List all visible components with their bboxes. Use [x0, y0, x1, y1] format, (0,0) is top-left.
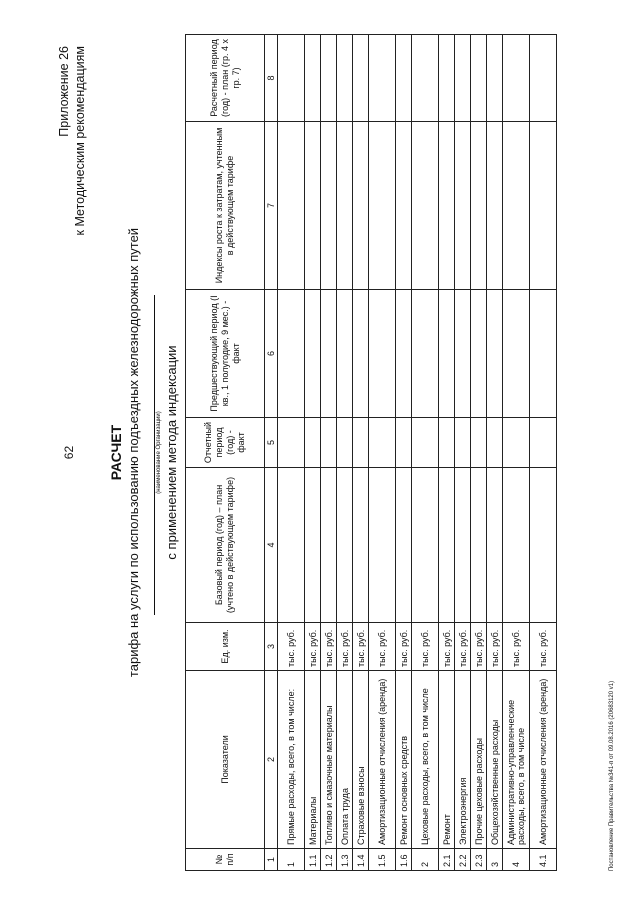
row-name: Оплата труда	[337, 671, 353, 849]
row-name: Административно-управленческие расходы, всего, в том числе	[503, 671, 530, 849]
table-row	[321, 35, 337, 871]
value-cell[interactable]	[503, 468, 530, 623]
row-num: 1.4	[353, 849, 369, 871]
value-cell[interactable]	[396, 418, 412, 468]
table-row	[305, 35, 321, 871]
value-cell[interactable]	[278, 468, 305, 623]
row-num: 2.3	[471, 849, 487, 871]
value-cell[interactable]	[321, 122, 337, 290]
value-cell[interactable]	[487, 35, 503, 122]
value-cell[interactable]	[321, 290, 337, 418]
value-cell[interactable]	[471, 122, 487, 290]
value-cell[interactable]	[337, 35, 353, 122]
value-cell[interactable]	[471, 35, 487, 122]
table-row	[337, 35, 353, 871]
value-cell[interactable]	[412, 418, 439, 468]
row-name: Общехозяйственные расходы	[487, 671, 503, 849]
value-cell[interactable]	[305, 122, 321, 290]
row-num: 2	[412, 849, 439, 871]
table-row	[353, 35, 369, 871]
column-number: 1	[265, 849, 278, 871]
row-unit: тыс. руб.	[471, 623, 487, 671]
value-cell[interactable]	[487, 418, 503, 468]
value-cell[interactable]	[412, 35, 439, 122]
value-cell[interactable]	[439, 418, 455, 468]
value-cell[interactable]	[396, 468, 412, 623]
value-cell[interactable]	[396, 35, 412, 122]
row-unit: тыс. руб.	[369, 623, 396, 671]
value-cell[interactable]	[439, 290, 455, 418]
column-number-row	[265, 35, 278, 871]
row-unit: тыс. руб.	[321, 623, 337, 671]
value-cell[interactable]	[305, 418, 321, 468]
row-unit: тыс. руб.	[503, 623, 530, 671]
value-cell[interactable]	[455, 418, 471, 468]
value-cell[interactable]	[471, 290, 487, 418]
row-num: 2.1	[439, 849, 455, 871]
value-cell[interactable]	[369, 122, 396, 290]
value-cell[interactable]	[337, 122, 353, 290]
row-unit: тыс. руб.	[337, 623, 353, 671]
row-name: Ремонт основных средств	[396, 671, 412, 849]
column-header: Расчетный период (год) - план (гр. 4 х гр. 7)	[186, 35, 265, 122]
value-cell[interactable]	[278, 35, 305, 122]
value-cell[interactable]	[321, 468, 337, 623]
value-cell[interactable]	[487, 468, 503, 623]
value-cell[interactable]	[530, 418, 557, 468]
organization-line	[154, 295, 155, 615]
row-unit: тыс. руб.	[439, 623, 455, 671]
column-header: Показатели	[186, 671, 265, 849]
appendix-line-1: Приложение 26	[57, 46, 71, 137]
value-cell[interactable]	[305, 35, 321, 122]
title-subtitle: тарифа на услуги по использованию подъездных железнодорожных путей	[126, 227, 141, 678]
row-unit: тыс. руб.	[487, 623, 503, 671]
value-cell[interactable]	[337, 418, 353, 468]
value-cell[interactable]	[321, 35, 337, 122]
column-number: 4	[265, 468, 278, 623]
row-num: 2.2	[455, 849, 471, 871]
column-header: Отчетный период (год) - факт	[186, 418, 265, 468]
table-row	[455, 35, 471, 871]
method-title: с применением метода индексации	[164, 345, 179, 560]
value-cell[interactable]	[503, 35, 530, 122]
value-cell[interactable]	[369, 35, 396, 122]
row-num: 1.6	[396, 849, 412, 871]
column-number: 7	[265, 122, 278, 290]
value-cell[interactable]	[353, 35, 369, 122]
value-cell[interactable]	[487, 290, 503, 418]
value-cell[interactable]	[455, 290, 471, 418]
value-cell[interactable]	[396, 290, 412, 418]
column-number: 2	[265, 671, 278, 849]
column-header: Базовый период (год) – план (учтено в действующем тарифе)	[186, 468, 265, 623]
value-cell[interactable]	[503, 122, 530, 290]
row-unit: тыс. руб.	[455, 623, 471, 671]
value-cell[interactable]	[530, 290, 557, 418]
row-name: Амортизационные отчисления (аренда)	[369, 671, 396, 849]
value-cell[interactable]	[503, 290, 530, 418]
value-cell[interactable]	[455, 468, 471, 623]
row-name: Цеховые расходы, всего, в том числе	[412, 671, 439, 849]
row-unit: тыс. руб.	[396, 623, 412, 671]
value-cell[interactable]	[321, 418, 337, 468]
value-cell[interactable]	[530, 122, 557, 290]
row-name: Топливо и смазочные материалы	[321, 671, 337, 849]
title-main: РАСЧЕТ	[108, 424, 124, 481]
row-num: 1.3	[337, 849, 353, 871]
column-number: 3	[265, 623, 278, 671]
value-cell[interactable]	[455, 35, 471, 122]
value-cell[interactable]	[412, 122, 439, 290]
footer-note: Постановление Правительства №341-п от 09.08.2016 (20683120 v1)	[609, 680, 615, 871]
value-cell[interactable]	[305, 468, 321, 623]
value-cell[interactable]	[337, 468, 353, 623]
value-cell[interactable]	[412, 290, 439, 418]
row-name: Ремонт	[439, 671, 455, 849]
value-cell[interactable]	[530, 468, 557, 623]
value-cell[interactable]	[369, 468, 396, 623]
tariff-table	[185, 34, 557, 871]
column-header: № п/п	[186, 849, 265, 871]
column-header: Предшествующий период (I кв., 1 полугодие, 9 мес.) - факт	[186, 290, 265, 418]
value-cell[interactable]	[278, 290, 305, 418]
row-unit: тыс. руб.	[353, 623, 369, 671]
row-num: 1.5	[369, 849, 396, 871]
row-name: Амортизационные отчисления (аренда)	[530, 671, 557, 849]
row-num: 4.1	[530, 849, 557, 871]
table-row	[412, 35, 439, 871]
table-row	[487, 35, 503, 871]
value-cell[interactable]	[278, 122, 305, 290]
table-row	[439, 35, 455, 871]
row-name: Страховые взносы	[353, 671, 369, 849]
row-name: Электроэнергия	[455, 671, 471, 849]
value-cell[interactable]	[471, 418, 487, 468]
table-row	[369, 35, 396, 871]
value-cell[interactable]	[487, 122, 503, 290]
value-cell[interactable]	[369, 290, 396, 418]
value-cell[interactable]	[369, 418, 396, 468]
row-name: Прочие цеховые расходы	[471, 671, 487, 849]
document-title	[108, 0, 142, 905]
value-cell[interactable]	[455, 122, 471, 290]
value-cell[interactable]	[412, 468, 439, 623]
column-number: 6	[265, 290, 278, 418]
column-number: 8	[265, 35, 278, 122]
appendix-note	[56, 46, 88, 235]
column-number: 5	[265, 418, 278, 468]
value-cell[interactable]	[439, 468, 455, 623]
value-cell[interactable]	[353, 418, 369, 468]
row-num: 4	[503, 849, 530, 871]
value-cell[interactable]	[353, 290, 369, 418]
header-row	[186, 35, 265, 871]
row-unit: тыс. руб.	[278, 623, 305, 671]
row-num: 1	[278, 849, 305, 871]
value-cell[interactable]	[337, 290, 353, 418]
value-cell[interactable]	[503, 418, 530, 468]
organization-note: (наименование Организации)	[156, 411, 162, 494]
row-unit: тыс. руб.	[305, 623, 321, 671]
table-row	[396, 35, 412, 871]
row-num: 1.1	[305, 849, 321, 871]
value-cell[interactable]	[353, 468, 369, 623]
table-body	[265, 35, 557, 871]
value-cell[interactable]	[471, 468, 487, 623]
value-cell[interactable]	[305, 290, 321, 418]
value-cell[interactable]	[530, 35, 557, 122]
row-num: 3	[487, 849, 503, 871]
table-row	[503, 35, 530, 871]
table-row	[471, 35, 487, 871]
row-unit: тыс. руб.	[530, 623, 557, 671]
column-header: Индексы роста к затратам, учтенным в действующем тарифе	[186, 122, 265, 290]
table-row	[278, 35, 305, 871]
table-row	[530, 35, 557, 871]
value-cell[interactable]	[396, 122, 412, 290]
value-cell[interactable]	[439, 35, 455, 122]
page-number: 62	[62, 445, 76, 460]
value-cell[interactable]	[353, 122, 369, 290]
value-cell[interactable]	[278, 418, 305, 468]
appendix-line-2: к Методическим рекомендациям	[73, 46, 87, 236]
column-header: Ед. изм.	[186, 623, 265, 671]
row-name: Материалы	[305, 671, 321, 849]
row-name: Прямые расходы, всего, в том числе:	[278, 671, 305, 849]
row-unit: тыс. руб.	[412, 623, 439, 671]
row-num: 1.2	[321, 849, 337, 871]
value-cell[interactable]	[439, 122, 455, 290]
